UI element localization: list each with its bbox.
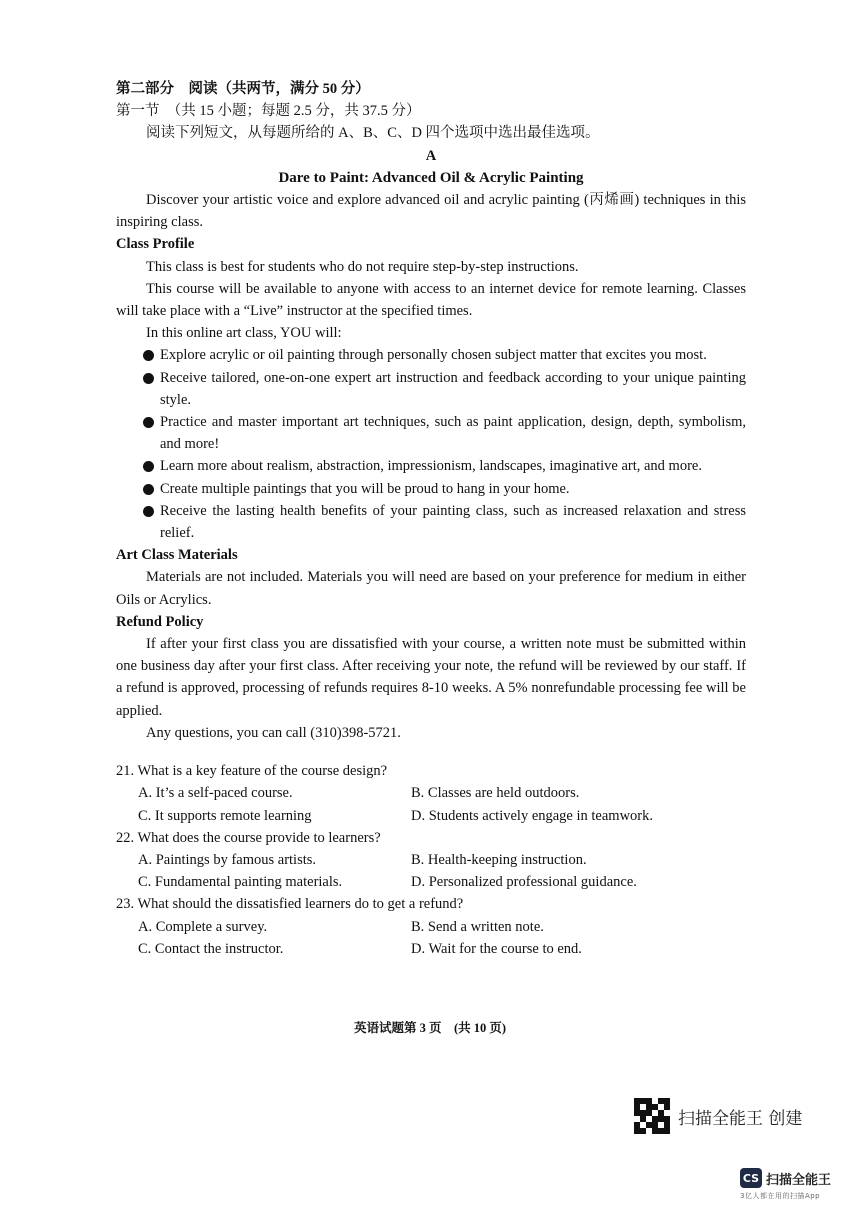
question-22 (116, 827, 746, 894)
article-intro: Discover your artistic voice and explore advanced oil and acrylic painting (丙烯画) techniques in this inspiring class. (116, 192, 746, 231)
option-row (116, 805, 746, 827)
class-profile-p2: This course will be available to anyone with access to an internet device for remote learning. Classes will take place with a “Live” instructor at the specified times. (116, 280, 746, 320)
refund-text: If after your first class you are dissatisfied with your course, a written note must be submitted within one business day after your first class. After receiving your note, the refund will be reviewed by our staff. If a refund is approved, processing of refunds requires 8-10 weeks. A 5% nonrefundable processing fee will be applied. (116, 636, 746, 719)
part-heading: 第二部分 阅读（共两节，满分 50 分） (116, 81, 370, 97)
list-item (138, 478, 746, 500)
option-c: C. It supports remote learning (138, 807, 312, 824)
reading-instruction: 阅读下列短文，从每题所给的 A、B、C、D 四个选项中选出最佳选项。 (146, 125, 600, 142)
option-row (116, 849, 746, 871)
brand-name: 扫描全能王 (766, 1172, 832, 1188)
option-b: B. Classes are held outdoors. (411, 785, 580, 802)
class-profile-p3: In this online art class, YOU will: (146, 325, 342, 342)
option-d: D. Students actively engage in teamwork. (411, 807, 654, 824)
refund-heading: Refund Policy (116, 613, 204, 630)
page-footer: 英语试题第 3 页 (共 10 页) (353, 1021, 507, 1035)
list-item-text: Receive the lasting health benefits of your painting class, such as increased relaxation and stress relief. (160, 502, 746, 542)
question-21 (116, 760, 746, 827)
bullet-icon (143, 506, 154, 517)
option-row (116, 871, 746, 893)
option-b: B. Health-keeping instruction. (411, 851, 587, 868)
brand-row (740, 1168, 831, 1188)
bullet-icon (143, 417, 154, 428)
bullet-icon (143, 373, 154, 384)
list-item (138, 367, 746, 411)
option-row (116, 916, 746, 938)
list-item-text: Learn more about realism, abstraction, impressionism, landscapes, imaginative art, and more. (160, 458, 702, 475)
list-item-text: Receive tailored, one-on-one expert art instruction and feedback according to your unique painting style. (160, 369, 746, 408)
option-d: D. Wait for the course to end. (411, 940, 582, 957)
qr-code-icon (634, 1098, 670, 1134)
option-a: A. Complete a survey. (138, 918, 268, 935)
watermark-text: 扫描全能王 创建 (678, 1108, 803, 1129)
scanner-watermark (634, 1098, 802, 1134)
question-stem: 21. What is a key feature of the course design? (116, 763, 388, 780)
option-d: D. Personalized professional guidance. (411, 874, 637, 891)
list-item (138, 344, 746, 366)
list-item-text: Create multiple paintings that you will be proud to hang in your home. (160, 480, 570, 497)
brand-slogan: 3亿人都在用的扫描App (740, 1192, 821, 1200)
page-content (116, 78, 746, 960)
class-profile-p1: This class is best for students who do not require step-by-step instructions. (146, 258, 579, 275)
list-item-text: Practice and master important art techniques, such as paint application, design, depth, symbolism, and more! (160, 414, 746, 453)
contact-text: Any questions, you can call (310)398-5721. (146, 724, 401, 741)
list-item (138, 455, 746, 477)
materials-heading: Art Class Materials (116, 547, 238, 564)
question-stem: 23. What should the dissatisfied learners do to get a refund? (116, 896, 464, 913)
section-heading: 第一节 （共 15 小题；每题 2.5 分，共 37.5 分） (116, 103, 421, 120)
list-item (138, 500, 746, 544)
question-stem: 22. What does the course provide to learners? (116, 829, 381, 846)
class-profile-heading: Class Profile (116, 236, 195, 253)
option-c: C. Contact the instructor. (138, 940, 284, 957)
cs-logo-icon: CS (740, 1168, 762, 1188)
question-list (116, 760, 746, 960)
option-row (116, 938, 746, 960)
scanner-brand (740, 1168, 831, 1201)
bullet-icon (143, 484, 154, 495)
article-title: Dare to Paint: Advanced Oil & Acrylic Painting (278, 169, 584, 186)
bullet-icon (143, 461, 154, 472)
option-a: A. Paintings by famous artists. (138, 851, 317, 868)
list-item-text: Explore acrylic or oil painting through personally chosen subject matter that excites you most. (160, 347, 707, 364)
article-letter: A (425, 147, 437, 164)
option-b: B. Send a written note. (411, 918, 544, 935)
bullet-icon (143, 350, 154, 361)
option-a: A. It’s a self-paced course. (138, 785, 293, 802)
option-row (116, 782, 746, 804)
list-item (138, 411, 746, 455)
question-23 (116, 893, 746, 960)
feature-list (116, 344, 746, 544)
option-c: C. Fundamental painting materials. (138, 874, 343, 891)
materials-text: Materials are not included. Materials you will need are based on your preference for medium in either Oils or Acrylics. (116, 569, 746, 608)
